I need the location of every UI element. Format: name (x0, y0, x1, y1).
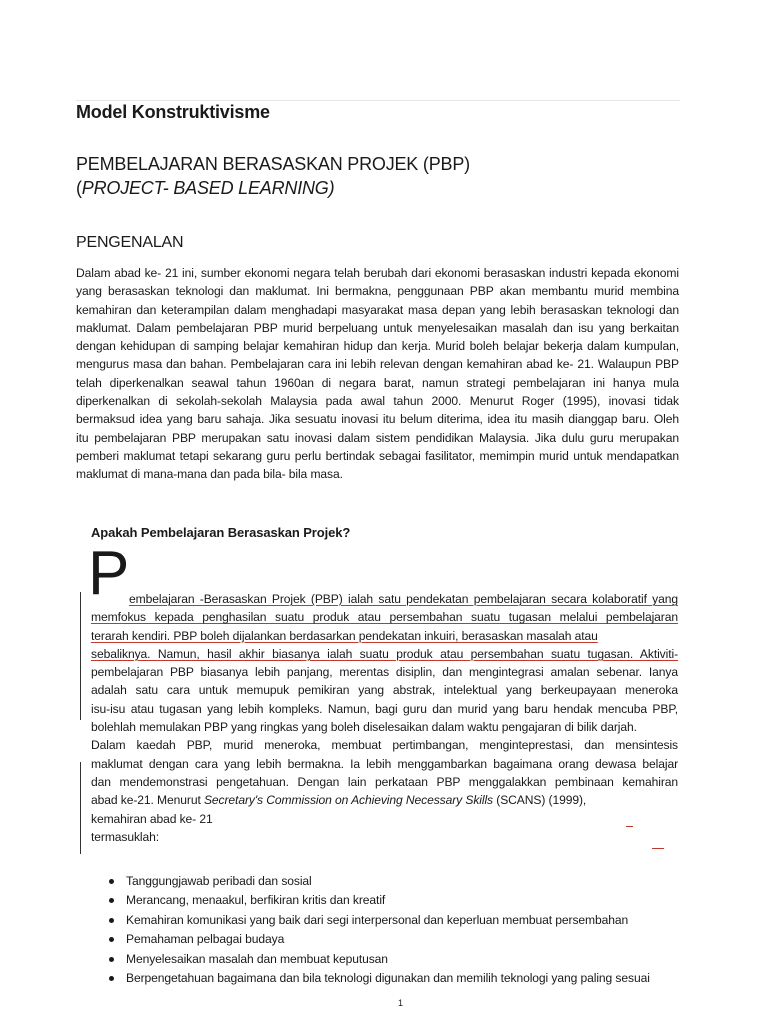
body-line: termasuklah: (91, 829, 160, 844)
intro-line: bermaksud idea yang baru sahaja. Jika sesuatu inovasi itu belum diterima, idea itu masih dianggap baru. Oleh (76, 412, 679, 427)
page-title (76, 152, 470, 200)
body-line: kemahiran abad ke- 21 (91, 811, 213, 826)
body-line: isu-isu atau tugasan yang lebih kompleks. Namun, bagi guru dan murid yang baru hendak mencuba PBP, (91, 701, 678, 716)
list-item: Berpengetahuan bagaimana dan bila teknologi digunakan dan memilih teknologi yang paling sesuai (108, 969, 650, 988)
top-rule (76, 100, 680, 101)
body-line (91, 791, 678, 809)
title-line-1: PEMBELAJARAN BERASASKAN PROJEK (PBP) (76, 154, 470, 174)
body-line: embelajaran -Berasaskan Projek (PBP) ialah satu pendekatan pembelajaran secara kolaboratif yang (129, 592, 678, 606)
title-paren: ( (76, 178, 82, 198)
list-item: Merancang, menaakul, berfikiran kritis dan kreatif (108, 891, 650, 910)
intro-line: itu pembelajaran PBP merupakan satu inovasi dalam sistem pendidikan Malaysia. Jika dulu guru merupakan (76, 430, 679, 445)
title-subtitle: PROJECT- BASED LEARNING) (81, 178, 335, 198)
list-item: Pemahaman pelbagai budaya (108, 930, 650, 949)
intro-line: Dalam abad ke- 21 ini, sumber ekonomi negara telah berubah dari ekonomi berasaskan industri kepada ekonomi (76, 266, 679, 280)
intro-paragraph (76, 264, 679, 484)
skills-list (108, 872, 650, 988)
body-line: bolehlah memulakan PBP yang ringkas yang boleh diselesaikan dalam waktu pengajaran di bilik darjah. (91, 720, 637, 735)
intro-line: dengan kehidupan di samping belajar kemahiran hidup dan kerja. Murid boleh belajar bekerja dalam kumpulan, (76, 339, 679, 354)
intro-line: mengurus masa dan bahan. Pembelajaran cara ini lebih relevan dengan kemahiran abad ke- 21. Walaupun PBP (76, 357, 679, 372)
intro-line: diperkenalkan di sekolah-sekolah Malaysia pada awal tahun 2000. Menurut Roger (1995), inovasi tidak (76, 394, 679, 409)
section-heading: PENGENALAN (76, 234, 184, 251)
list-item: Kemahiran komunikasi yang baik dari segi interpersonal dan keperluan membuat persembahan (108, 911, 650, 930)
body-line: adalah satu cara untuk memupuk pemikiran yang abstrak, intelektual yang berkeupayaan meneroka (91, 683, 678, 698)
question-heading: Apakah Pembelajaran Berasaskan Projek? (91, 525, 351, 540)
change-bar (80, 592, 81, 720)
body-line: maklumat dengan cara yang lebih bermakna. Ia lebih menggambarkan bagaimana orang dewasa belajar (91, 756, 678, 771)
title-line-2 (76, 176, 470, 200)
body-line: memfokus kepada penghasilan suatu produk atau persembahan suatu tugasan melalui pembelajaran (91, 610, 678, 625)
intro-line: kemahiran dan keterampilan dalam menghadapi masyarakat masa depan yang lebih berasaskan teknologi dan (76, 302, 679, 317)
revision-mark (626, 826, 633, 827)
revision-mark (652, 848, 664, 849)
body-line: Dalam kaedah PBP, murid meneroka, membuat pertimbangan, menginteprestasi, dan mensintesis (91, 738, 678, 753)
intro-line: telah diperkenalkan seawal tahun 1960an di negara barat, namun strategi pembelajaran ini hanya mula (76, 375, 679, 390)
intro-line: yang berasaskan teknologi dan maklumat. Ini bermakna, penggunaan PBP akan membantu murid membina (76, 284, 679, 299)
list-item: Menyelesaikan masalah dan membuat keputusan (108, 950, 650, 969)
page-number: 1 (398, 998, 404, 1008)
intro-line: maklumat. Dalam pembelajaran PBP murid berpeluang untuk menyelesaikan masalah dan isu yang berkaitan (76, 320, 679, 335)
body-line: pembelajaran PBP biasanya lebih panjang, merentas disiplin, dan mengintegrasi amalan sebenar. Ianya (91, 665, 678, 680)
change-bar (80, 762, 81, 854)
intro-line: pemberi maklumat tetapi sekarang guru perlu bertindak sebagai fasilitator, memimpin murid untuk mendapatkan (76, 448, 679, 463)
body-line: terarah kendiri. PBP boleh dijalankan berdasarkan pendekatan inkuiri, berasaskan masalah atau (91, 628, 598, 643)
citation-lead: abad ke-21. Menurut (91, 793, 201, 808)
intro-line: maklumat di mana-mana dan pada bila- bila masa. (76, 467, 343, 482)
body-line: sebaliknya. Namun, hasil akhir biasanya ialah suatu produk atau persembahan suatu tugasan. Aktiviti- (91, 646, 678, 661)
heading-model: Model Konstruktivisme (76, 102, 270, 122)
list-item: Tanggungjawab peribadi dan sosial (108, 872, 650, 891)
drop-cap: P (88, 539, 130, 608)
body-line: dan mendemonstrasi pengetahuan. Dengan lain perkataan PBP menggalakkan pembinaan kemahiran (91, 774, 678, 789)
citation-tail: (SCANS) (1999), (496, 793, 587, 808)
body-paragraph (91, 590, 678, 846)
citation-title: Secretary's Commission on Achieving Necessary Skills (203, 793, 493, 808)
